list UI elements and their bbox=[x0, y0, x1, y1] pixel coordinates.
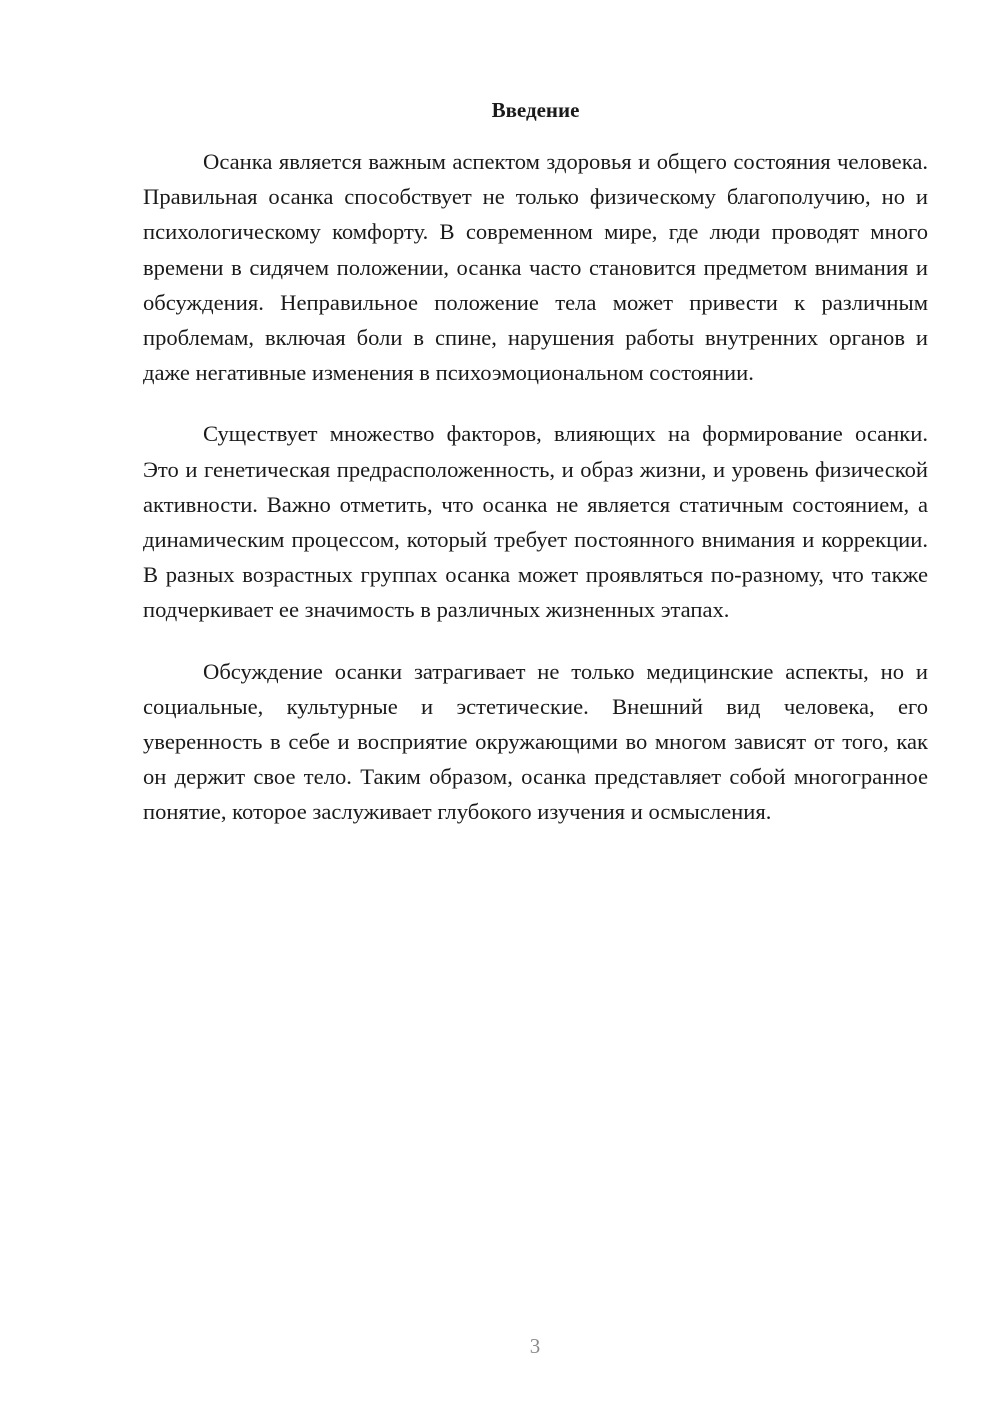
section-title: Введение bbox=[491, 98, 580, 122]
paragraph-1: Осанка является важным аспектом здоровья и общего состояния человека. Правильная осанка способствует не только физическому благополучию, но и психологическому комфорту. В современном мире, где люди проводят много времени в сидячем положении, осанка часто становится предметом внимания и обсуждения. Неправильное положение тела может привести к различным проблемам, включая боли в спине, нарушения работы внутренних органов и даже негативные изменения в психоэмоциональном состоянии. bbox=[143, 149, 928, 386]
page-number: 3 bbox=[529, 1334, 541, 1358]
document-body bbox=[143, 95, 928, 856]
paragraph-2: Существует множество факторов, влияющих на формирование осанки. Это и генетическая предрасположенность, и образ жизни, и уровень физической активности. Важно отметить, что осанка не является статичным состоянием, а динамическим процессом, который требует постоянного внимания и коррекции. В разных возрастных группах осанка может проявляться по-разному, что также подчеркивает ее значимость в различных жизненных этапах. bbox=[143, 421, 928, 623]
paragraph-3: Обсуждение осанки затрагивает не только медицинские аспекты, но и социальные, культурные и эстетические. Внешний вид человека, его уверенность в себе и восприятие окружающими во многом зависят от того, как он держит свое тело. Таким образом, осанка представляет собой многогранное понятие, которое заслуживает глубокого изучения и осмысления. bbox=[143, 658, 928, 825]
